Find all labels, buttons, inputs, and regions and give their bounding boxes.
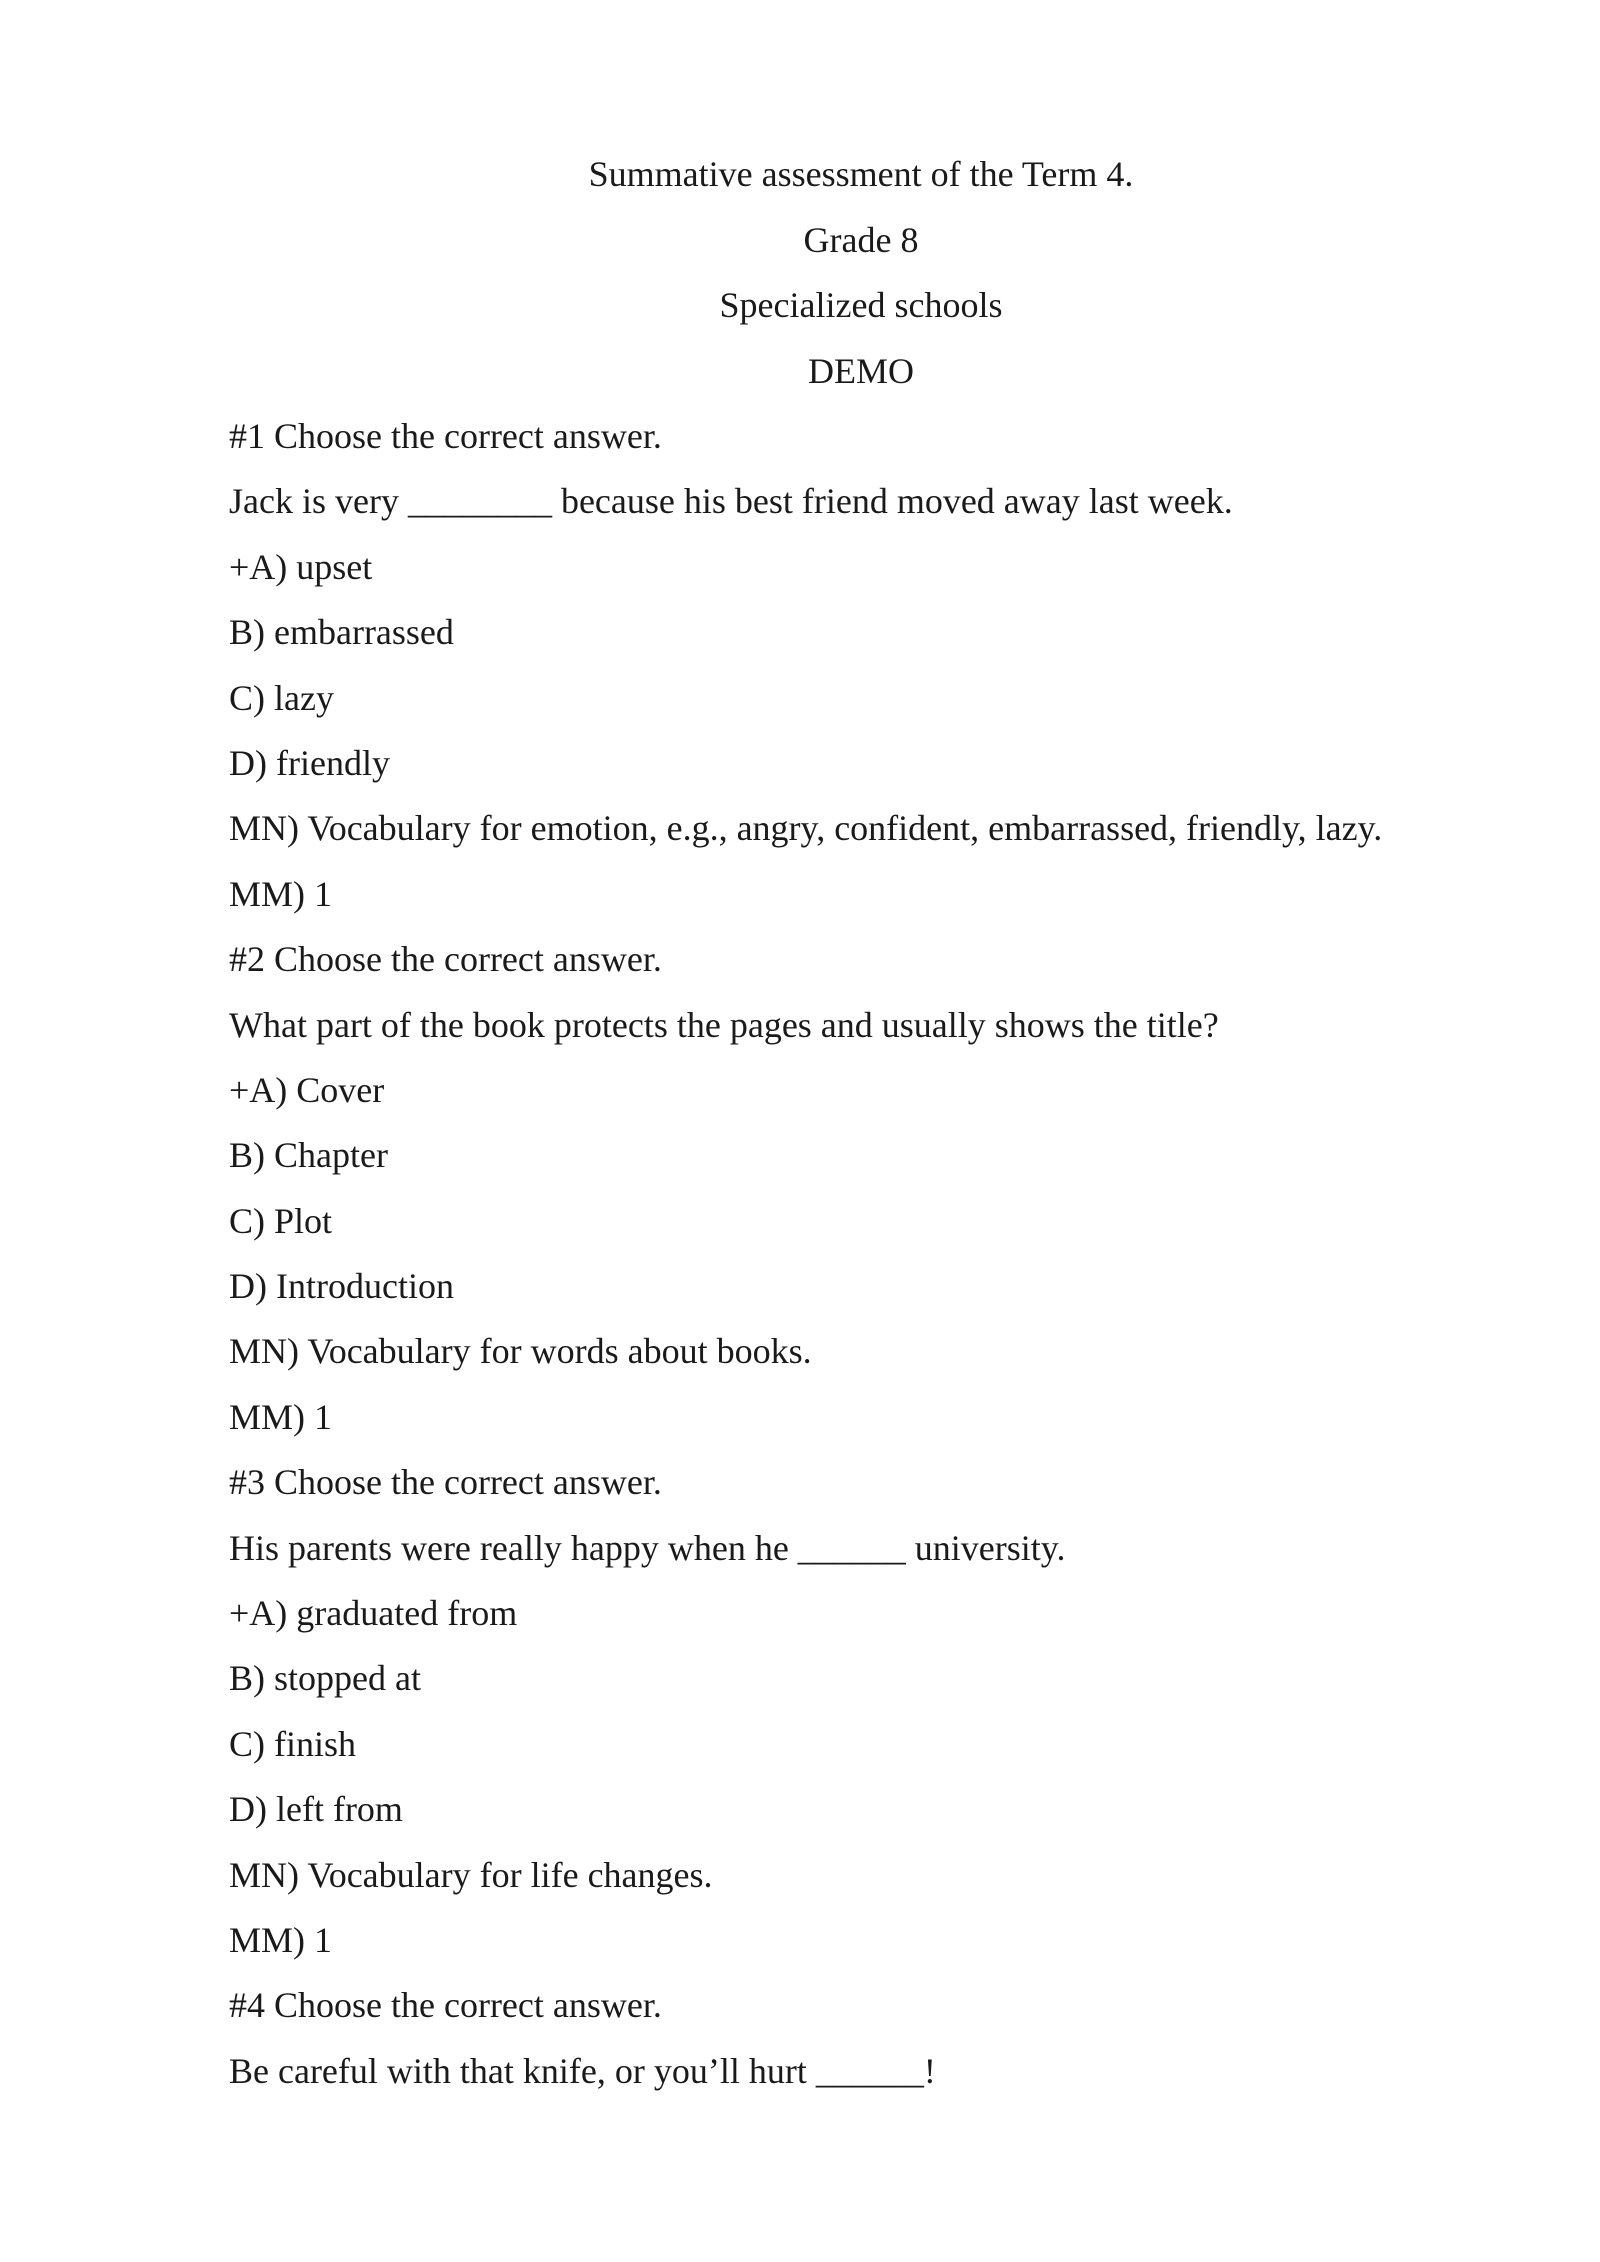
question-mm-mark: MM) 1 xyxy=(229,1396,333,1437)
answer-option: D) left from xyxy=(229,1789,403,1830)
school-type-label: Specialized schools xyxy=(719,285,1003,325)
answer-option: +A) graduated from xyxy=(229,1593,518,1634)
question-mn-note: MN) Vocabulary for life changes. xyxy=(229,1854,713,1895)
document-header xyxy=(0,142,1600,404)
question-heading: #4 Choose the correct answer. xyxy=(229,1985,662,2026)
answer-option: B) stopped at xyxy=(229,1658,421,1699)
question-heading: #3 Choose the correct answer. xyxy=(229,1462,662,1503)
answer-option: D) Introduction xyxy=(229,1266,454,1307)
question-prompt: What part of the book protects the pages and usually shows the title? xyxy=(229,1004,1219,1045)
answer-option: C) Plot xyxy=(229,1200,333,1241)
question-mm-mark: MM) 1 xyxy=(229,873,333,914)
question-prompt: Jack is very ________ because his best friend moved away last week. xyxy=(229,481,1233,522)
question-mn-note: MN) Vocabulary for words about books. xyxy=(229,1331,812,1372)
question-heading: #2 Choose the correct answer. xyxy=(229,939,662,980)
answer-option: C) lazy xyxy=(229,677,334,718)
question-heading: #1 Choose the correct answer. xyxy=(229,416,662,456)
question-1 xyxy=(229,404,1569,927)
assessment-title: Summative assessment of the Term 4. xyxy=(588,154,1134,194)
question-prompt: His parents were really happy when he ______ university. xyxy=(229,1527,1066,1568)
question-mn-note: MN) Vocabulary for emotion, e.g., angry, confident, embarrassed, friendly, lazy. xyxy=(229,808,1383,849)
demo-label: DEMO xyxy=(808,350,914,391)
question-prompt: Be careful with that knife, or you’ll hurt ______! xyxy=(229,2050,936,2091)
answer-option: C) finish xyxy=(229,1723,357,1764)
grade-label: Grade 8 xyxy=(803,219,919,260)
answer-option: D) friendly xyxy=(229,742,390,783)
answer-option: B) embarrassed xyxy=(229,612,454,653)
answer-option: B) Chapter xyxy=(229,1135,388,1176)
question-2 xyxy=(229,927,1569,1450)
question-3 xyxy=(229,1450,1569,1973)
answer-option: +A) upset xyxy=(229,546,373,587)
answer-option: +A) Cover xyxy=(229,1069,385,1110)
question-mm-mark: MM) 1 xyxy=(229,1919,333,1960)
question-4 xyxy=(229,1973,1569,2104)
questions-list xyxy=(229,404,1569,2104)
